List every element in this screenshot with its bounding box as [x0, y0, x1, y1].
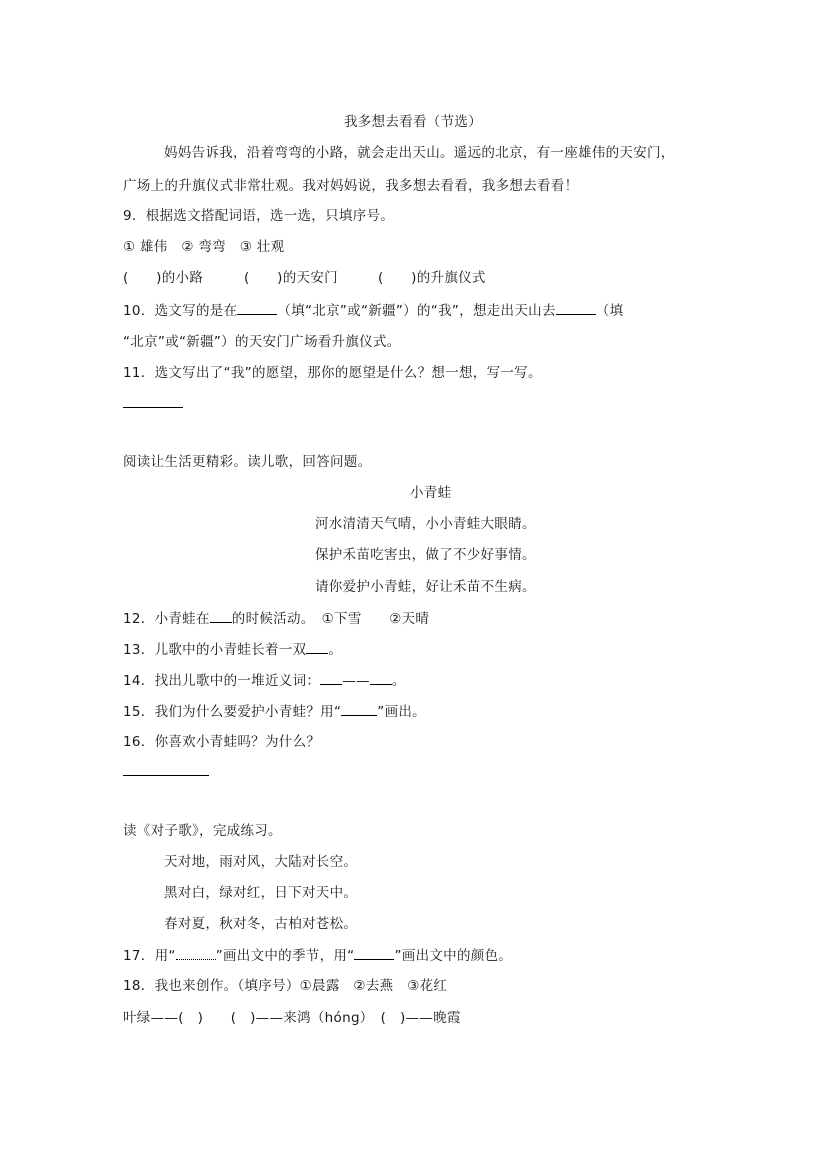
- intro3: 读《对子歌》，完成练习。: [123, 823, 282, 839]
- q11-answer-line[interactable]: [123, 407, 183, 408]
- q13-part-a: 13．儿歌中的小青蛙长着一双: [123, 642, 307, 658]
- q17-line-mark: [354, 946, 394, 960]
- q17-text: [123, 946, 512, 965]
- q15-blank[interactable]: [341, 702, 377, 716]
- poem-line-2: 保护禾苗吃害虫，做了不少好事情。: [315, 547, 536, 563]
- q10-blank-1[interactable]: [237, 301, 277, 315]
- q12-blank[interactable]: [210, 609, 232, 623]
- q14-end: 。: [391, 673, 406, 689]
- q15-text: [123, 702, 426, 721]
- q9-pair-2: ( )的天安门: [244, 270, 338, 286]
- q10-blank-2[interactable]: [556, 301, 596, 315]
- q18-text: 18．我也来创作。（填序号）①晨露 ②去燕 ③花红: [123, 978, 448, 994]
- q12-part-b: 的时候活动。 ①下雪 ②天晴: [231, 611, 430, 627]
- q10-part-c: （填: [595, 303, 624, 319]
- q14-blank-1[interactable]: [320, 671, 342, 685]
- poem-title: 小青蛙: [410, 485, 452, 501]
- intro2: 阅读让生活更精彩。读儿歌，回答问题。: [123, 454, 372, 470]
- q14-dash: ——: [342, 673, 370, 689]
- couplet-2: 黑对白，绿对红，日下对天中。: [164, 885, 358, 901]
- q14-text: [123, 671, 406, 690]
- passage1-title: 我多想去看看（节选）: [344, 114, 482, 130]
- q13-part-b: 。: [328, 642, 343, 658]
- q9-pair-1: ( )的小路: [123, 270, 204, 286]
- q16-answer-line[interactable]: [123, 775, 209, 776]
- couplet-1: 天对地，雨对风，大陆对长空。: [164, 854, 358, 870]
- q17-part-c: ”画出文中的颜色。: [394, 948, 513, 964]
- q11-text: 11．选文写出了“我”的愿望，那你的愿望是什么？想一想，写一写。: [123, 365, 542, 381]
- q13-text: [123, 640, 342, 659]
- q14-part-a: 14．找出儿歌中的一堆近义词：: [123, 673, 321, 689]
- q10-part-a: 10．选文写的是在: [123, 303, 238, 319]
- poem-line-1: 河水清清天气晴，小小青蛙大眼睛。: [315, 516, 536, 532]
- q14-blank-2[interactable]: [370, 671, 392, 685]
- poem-line-3: 请你爱护小青蛙，好让禾苗不生病。: [315, 579, 536, 595]
- q9-text: 9．根据选文搭配词语，选一选，只填序号。: [123, 208, 395, 224]
- q15-part-a: 15．我们为什么要爱护小青蛙？用“: [123, 704, 342, 720]
- q9-options: ① 雄伟 ② 弯弯 ③ 壮观: [123, 239, 285, 255]
- q10-line1: [123, 301, 623, 320]
- q10-line2: “北京”或“新疆”）的天安门广场看升旗仪式。: [123, 334, 401, 350]
- q16-text: 16．你喜欢小青蛙吗？为什么？: [123, 734, 321, 750]
- q17-part-b: ”画出文中的季节，用“: [215, 948, 355, 964]
- q13-blank[interactable]: [306, 640, 328, 654]
- q17-wavy-mark: [176, 946, 216, 960]
- q17-part-a: 17．用“: [123, 948, 176, 964]
- q15-part-b: ”画出。: [377, 704, 426, 720]
- passage1-para2: 广场上的升旗仪式非常壮观。我对妈妈说，我多想去看看，我多想去看看！: [123, 178, 579, 194]
- q12-text: [123, 609, 429, 628]
- q10-part-b: （填“北京”或“新疆”）的“我”，想走出天山去: [277, 303, 556, 319]
- q12-part-a: 12．小青蛙在: [123, 611, 210, 627]
- passage1-para1: 妈妈告诉我，沿着弯弯的小路，就会走出天山。遥远的北京，有一座雄伟的天安门，: [164, 145, 675, 161]
- couplet-3: 春对夏，秋对冬，古柏对苍松。: [164, 916, 358, 932]
- q9-pair-3: ( )的升旗仪式: [378, 270, 486, 286]
- q18-line: 叶绿——( ) ( )——来鸿（hóng） ( )——晚霞: [123, 1010, 461, 1026]
